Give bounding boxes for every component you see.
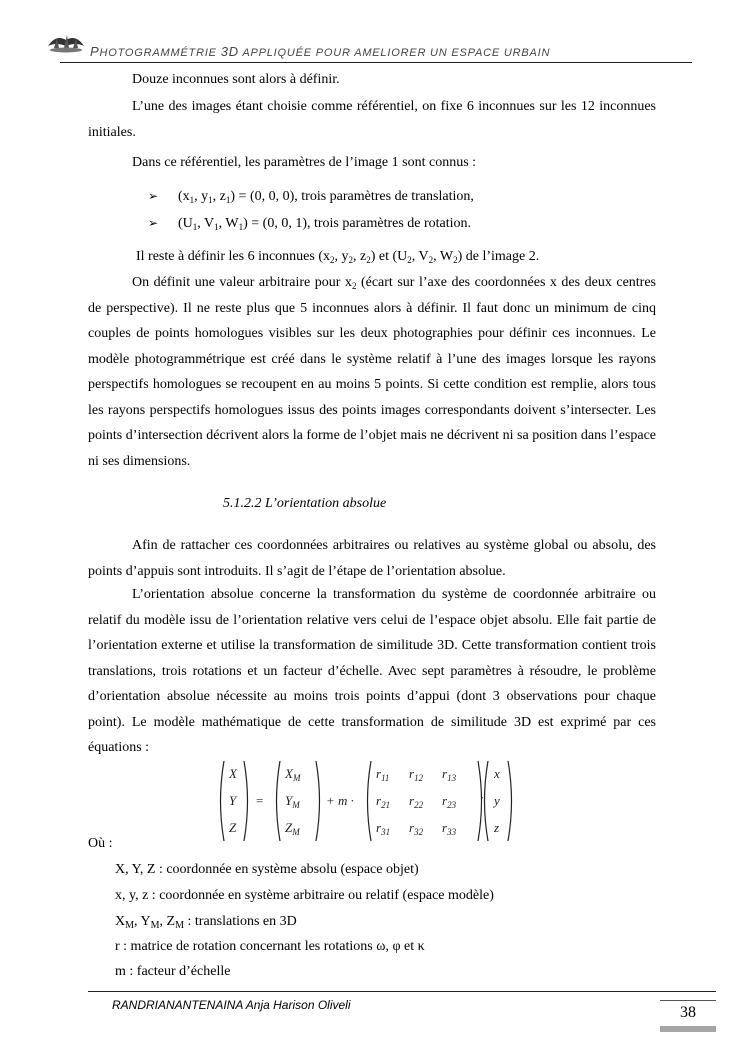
eq-ty: $Y_M$: [285, 793, 300, 810]
paragraph-unknowns: Douze inconnues sont alors à définir.: [132, 72, 340, 87]
header-logo-icon: [46, 30, 86, 54]
paragraph-relative-model: On définit une valeur arbitraire pour $x_2$ (écart sur l’axe des coordonnées x des deux centres de perspective). Il ne reste plus que 5 inconnues alors à définir. Il faut donc un minimum de cinq couples de points homologues visibles sur les deux photographies pour définir ces inconnues. Le modèle photogrammétrique est créé dans le système relatif à l’une des images lorsque les rayons perspectifs homologues se recoupent en au moins 5 points. Si cette condition est remplie, alors tous les rayons perspectifs homologues issus des points images correspondants doivent s’intersecter. Les points d’intersection décrivent alors la forme de l’objet mais ne décrivent ni sa position dans l’espace ni ses dimensions.: [88, 275, 656, 469]
eq-rhs-x: x: [494, 766, 500, 781]
footer-rule: [88, 991, 716, 992]
definition-rotation-matrix: r : matrice de rotation concernant les rotations ω, φ et κ: [115, 939, 425, 954]
footer-author: RANDRIANANTENAINA Anja Harison Oliveli: [112, 998, 351, 1012]
rotation-matrix-entry: $r_{32}$: [409, 820, 424, 837]
paragraph-reference-image: L’une des images étant choisie comme référentiel, on fixe 6 inconnues sur les 12 inconnues initiales.: [88, 99, 656, 140]
definition-scale-factor: m : facteur d’échelle: [115, 964, 231, 979]
rotation-matrix-entry: $r_{13}$: [442, 766, 457, 783]
page-number-bar: [660, 1026, 716, 1032]
rotation-matrix-entry: $r_{21}$: [376, 793, 391, 810]
rotation-matrix-entry: $r_{22}$: [409, 793, 424, 810]
section-heading: 5.1.2.2 L’orientation absolue: [223, 496, 387, 511]
rotation-matrix-entry: $r_{11}$: [376, 766, 390, 783]
header-rule: [60, 62, 692, 63]
eq-lhs-z: Z: [229, 820, 237, 835]
eq-tz: $Z_M$: [285, 820, 300, 837]
paragraph-absolute-orientation: L’orientation absolue concerne la transformation du système de coordonnée arbitraire ou relatif du modèle issu de l’orientation relative vers celui de l’espace objet absolu. Elle fait partie de l’orientation externe et utilise la transformation de similitude 3D. Cette transformation contient trois translations, trois rotations et un facteur d’échelle. Avec sept paramètres à résoudre, le problème d’orientation absolue nécessite au moins trois points d’appui (dont 3 observations pour chaque point). Le modèle mathématique de cette transformation de similitude 3D est exprimé par ces équations :: [88, 587, 656, 755]
definition-translations: $X_M$, $Y_M$, $Z_M$ : translations en 3D: [115, 914, 297, 931]
running-header: PHOTOGRAMMÉTRIE 3D APPLIQUÉE POUR AMELIORER UN ESPACE URBAIN: [90, 44, 551, 59]
arrow-bullet-icon: ➢: [148, 216, 159, 230]
paragraph-known-params: Dans ce référentiel, les paramètres de l’image 1 sont connus :: [132, 155, 477, 170]
page-number: 38: [680, 1004, 696, 1021]
eq-rhs-z: z: [494, 820, 500, 835]
definition-absolute-coords: X, Y, Z : coordonnée en système absolu (espace objet): [115, 862, 419, 877]
paragraph-ground-control: Afin de rattacher ces coordonnées arbitraires ou relatives au système global ou absolu, des points d’appuis sont introduits. Il s’agit de l’étape de l’orientation absolue.: [88, 538, 656, 579]
where-label: Où :: [88, 836, 113, 851]
page-number-box-rule: [660, 1000, 716, 1001]
arrow-bullet-icon: ➢: [148, 189, 159, 203]
similarity-transform-equation: [216, 758, 516, 844]
eq-rhs-y: y: [494, 793, 500, 808]
eq-tx: $X_M$: [285, 766, 301, 783]
eq-dot: ·: [480, 790, 485, 805]
rotation-matrix-entry: $r_{33}$: [442, 820, 457, 837]
rotation-matrix-entry: $r_{23}$: [442, 793, 457, 810]
definition-relative-coords: x, y, z : coordonnée en système arbitraire ou relatif (espace modèle): [115, 888, 494, 903]
bullet-translation: ➢ ($x_1$, $y_1$, $z_1) = (0$, 0, 0), trois paramètres de translation,: [148, 186, 474, 207]
eq-scale-term: + m ·: [326, 793, 354, 808]
eq-lhs-y: Y: [229, 793, 237, 808]
eq-equals: =: [256, 793, 264, 808]
bullet-rotation: ➢ ($U_1$, $V_1$, $W_1) = (0$, 0, 1), trois paramètres de rotation.: [148, 213, 471, 234]
rotation-matrix: [376, 766, 457, 837]
eq-lhs-x: X: [229, 766, 237, 781]
paragraph-remaining-unknowns: Il reste à définir les 6 inconnues ($x_2$, $y_2$, $z_2$) et ($U_2$, $V_2$, $W_2$) de l’image 2.: [136, 249, 540, 265]
rotation-matrix-entry: $r_{12}$: [409, 766, 424, 783]
rotation-matrix-entry: $r_{31}$: [376, 820, 391, 837]
